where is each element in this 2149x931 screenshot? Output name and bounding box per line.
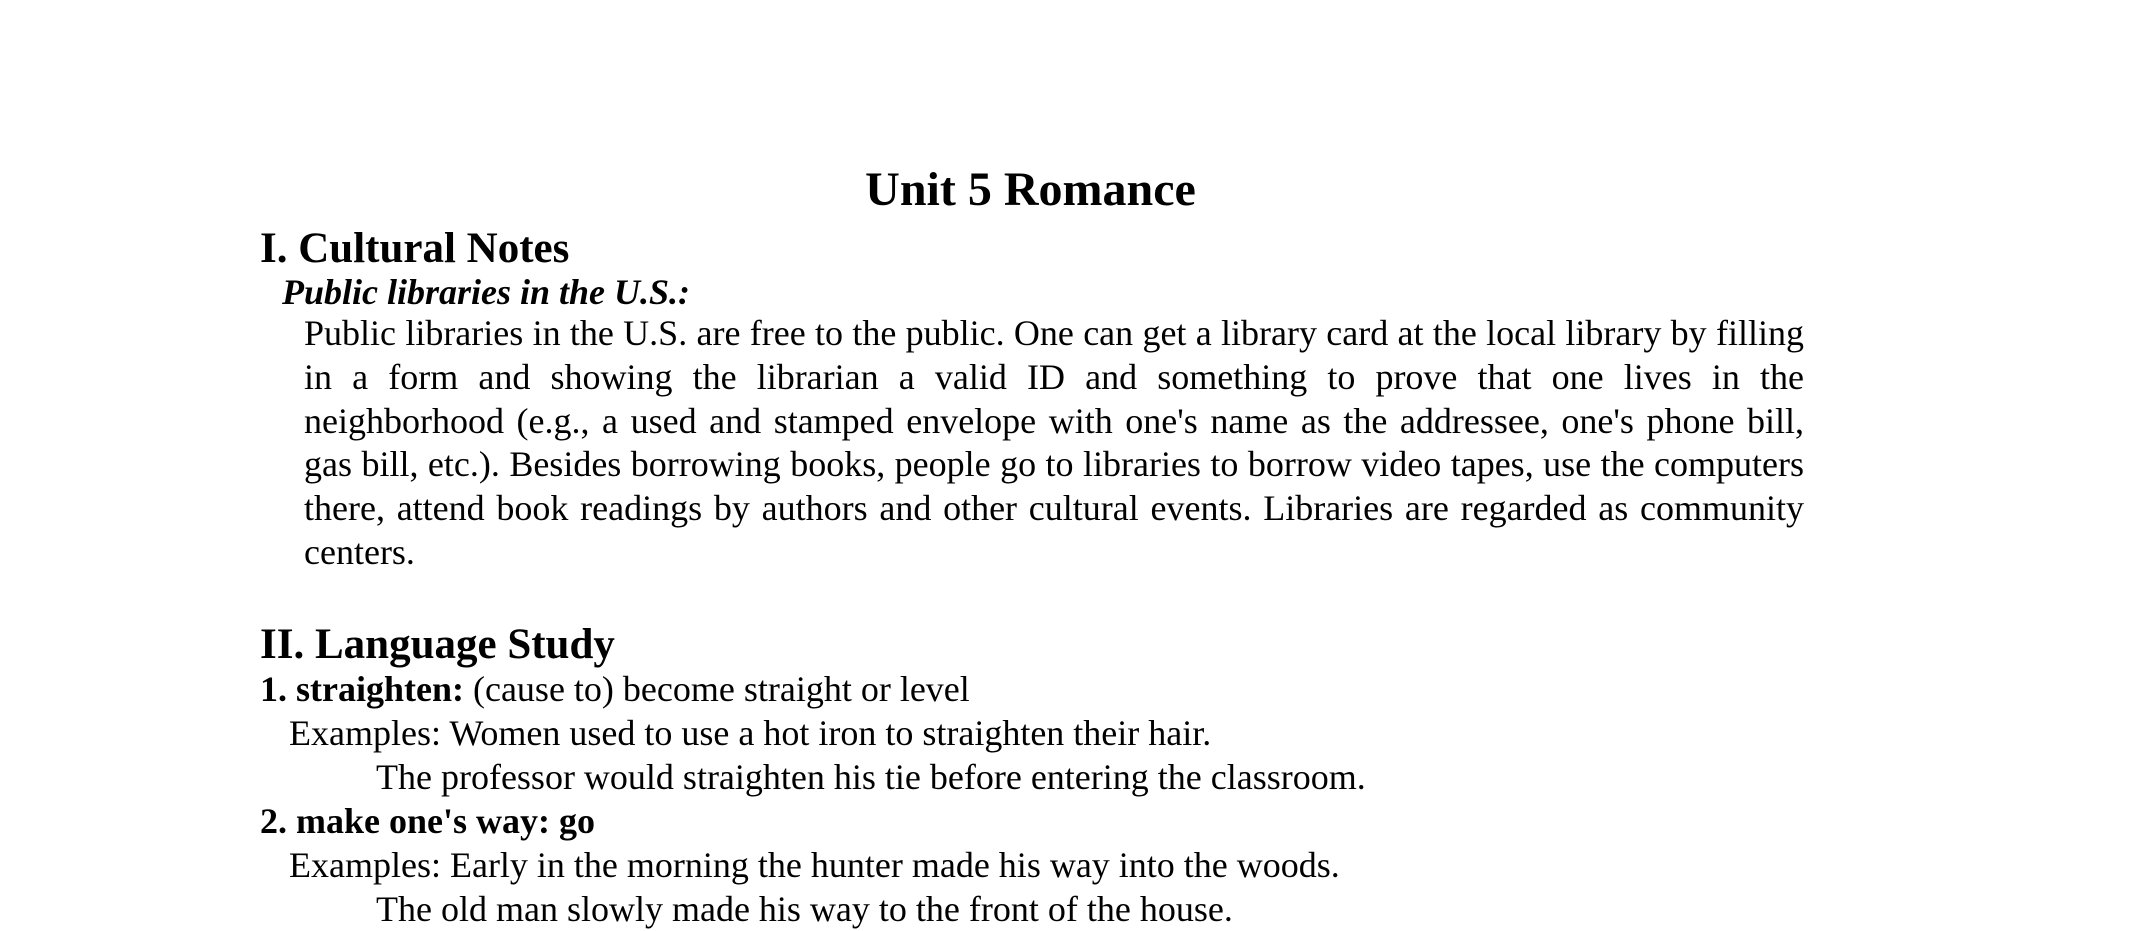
section-heading-language-study: II. Language Study (260, 621, 615, 668)
example-sentence: The professor would straighten his tie before entering the classroom. (376, 757, 1366, 797)
paragraph-public-libraries: Public libraries in the U.S. are free to the public. One can get a library card at the local library by filling in a form and showing the librarian a valid ID and something to prove that one lives in the neighborhood (e.g., a used and stamped envelope with one's name as the addressee, one's phone bill, gas bill, etc.). Besides borrowing books, people go to libraries to borrow video tapes, use the computers there, attend book readings by authors and other cultural events. Libraries are regarded as community centers. (304, 313, 1804, 572)
page-title: Unit 5 Romance (865, 163, 1196, 216)
example-line (289, 711, 1211, 755)
example-sentence: Early in the morning the hunter made his way into the woods. (449, 845, 1340, 885)
vocab-definition: (cause to) become straight or level (463, 669, 970, 709)
vocab-item-2: 2. make one's way: go (260, 801, 595, 841)
example-sentence: Women used to use a hot iron to straighten their hair. (449, 713, 1212, 753)
examples-label: Examples: (289, 845, 450, 885)
vocab-item-1 (260, 667, 970, 711)
example-line (289, 843, 1340, 887)
examples-label: Examples: (289, 713, 450, 753)
example-sentence: The old man slowly made his way to the front of the house. (376, 889, 1233, 929)
section-heading-cultural-notes: I. Cultural Notes (260, 225, 570, 272)
subheading-public-libraries: Public libraries in the U.S.: (282, 272, 691, 312)
vocab-term: 1. straighten: (260, 669, 464, 709)
